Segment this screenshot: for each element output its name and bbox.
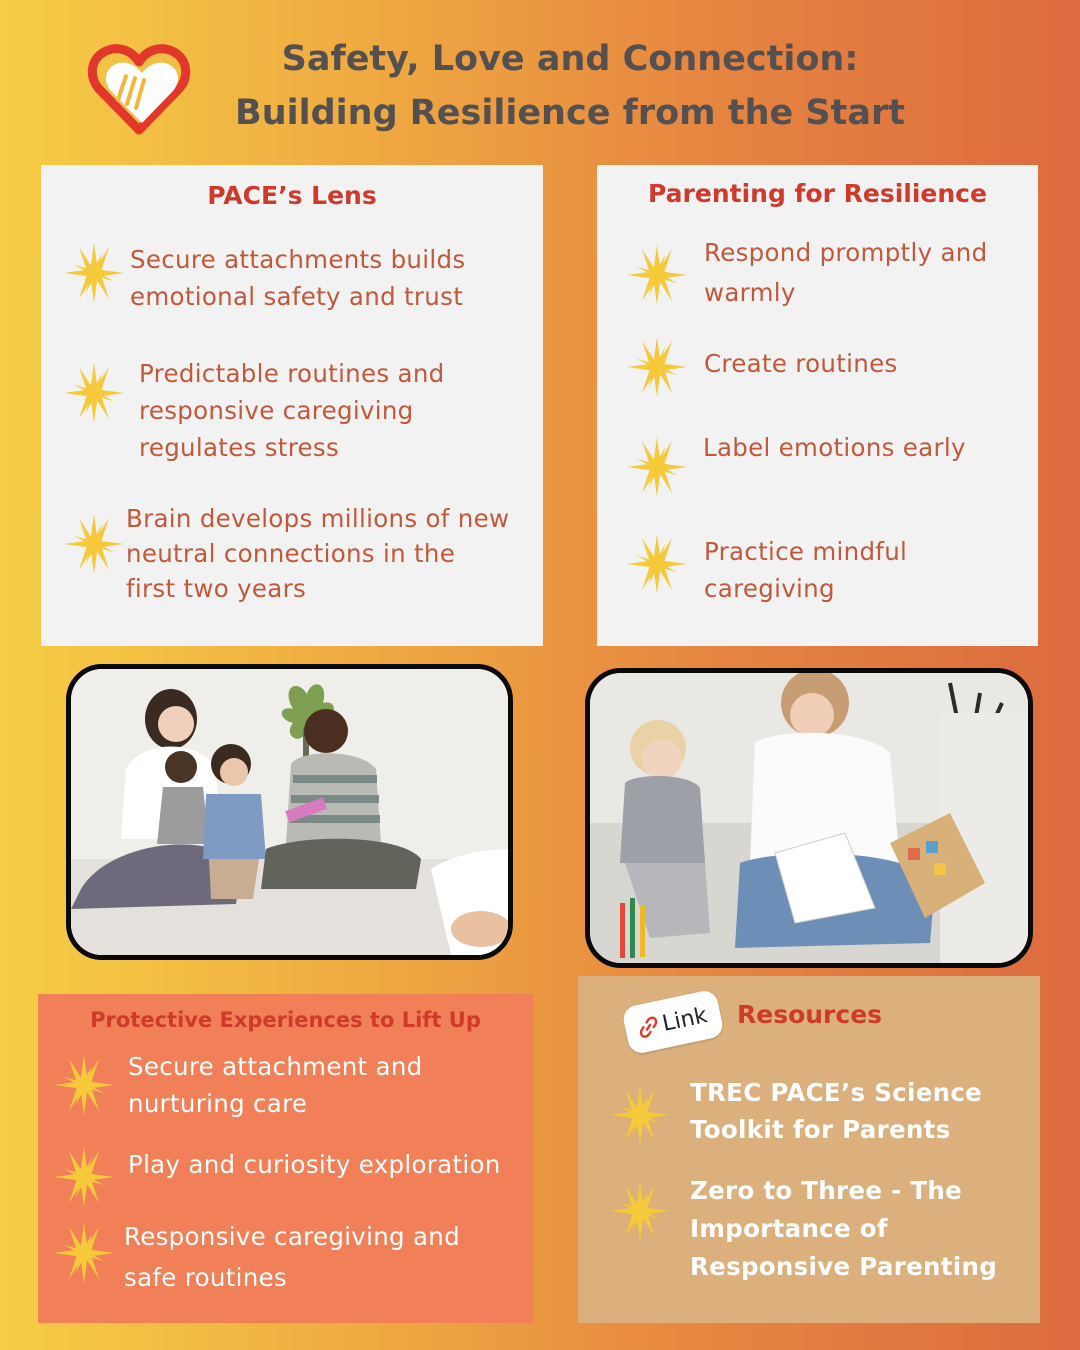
parenting-item-2: Create routines <box>704 349 898 378</box>
parenting-item-4: Practice mindful caregiving <box>704 537 908 603</box>
starburst-icon <box>62 361 126 425</box>
protective-heading: Protective Experiences to Lift Up <box>90 1008 481 1032</box>
starburst-icon <box>625 335 689 399</box>
resource-link-zero-to-three[interactable]: Zero to Three - The Importance of Responsive Parenting <box>690 1176 998 1281</box>
starburst-icon <box>52 1053 116 1117</box>
parenting-item-1: Respond promptly and warmly <box>704 238 988 307</box>
parenting-item-3: Label emotions early <box>703 433 966 462</box>
starburst-icon <box>608 1083 672 1147</box>
starburst-icon <box>52 1145 116 1209</box>
starburst-icon <box>608 1179 672 1243</box>
protective-item-3: Responsive caregiving and safe routines <box>124 1222 460 1292</box>
pace-lens-item-2: Predictable routines and responsive caregiving regulates stress <box>139 359 445 462</box>
protective-item-1: Secure attachment and nurturing care <box>128 1052 423 1118</box>
starburst-icon <box>625 435 689 499</box>
pace-lens-item-3: Brain develops millions of new neutral connections in the first two years <box>126 504 510 603</box>
protective-experiences-panel <box>38 994 533 1323</box>
photo-family-playing <box>66 664 513 960</box>
chain-link-icon <box>637 1015 661 1039</box>
starburst-icon <box>62 241 126 305</box>
link-badge-label: Link <box>660 1002 710 1037</box>
family-illustration <box>71 669 508 955</box>
starburst-icon <box>62 512 126 576</box>
parenting-resilience-panel <box>597 165 1038 646</box>
drawing-illustration <box>590 673 1028 963</box>
protective-item-2: Play and curiosity exploration <box>128 1150 501 1179</box>
starburst-icon <box>625 532 689 596</box>
resource-link-trec-toolkit[interactable]: TREC PACE’s Science Toolkit for Parents <box>690 1078 983 1144</box>
parenting-heading: Parenting for Resilience <box>648 179 987 208</box>
resources-heading: Resources <box>737 1000 883 1029</box>
page-title <box>150 32 990 140</box>
title-line-2: Building Resilience from the Start <box>235 93 905 133</box>
pace-lens-panel <box>41 165 543 646</box>
starburst-icon <box>625 243 689 307</box>
pace-lens-heading: PACE’s Lens <box>207 181 377 210</box>
starburst-icon <box>52 1221 116 1285</box>
title-line-1: Safety, Love and Connection: <box>281 39 859 79</box>
pace-lens-item-1: Secure attachments builds emotional safety and trust <box>130 245 466 311</box>
photo-mother-child-drawing <box>585 668 1033 968</box>
